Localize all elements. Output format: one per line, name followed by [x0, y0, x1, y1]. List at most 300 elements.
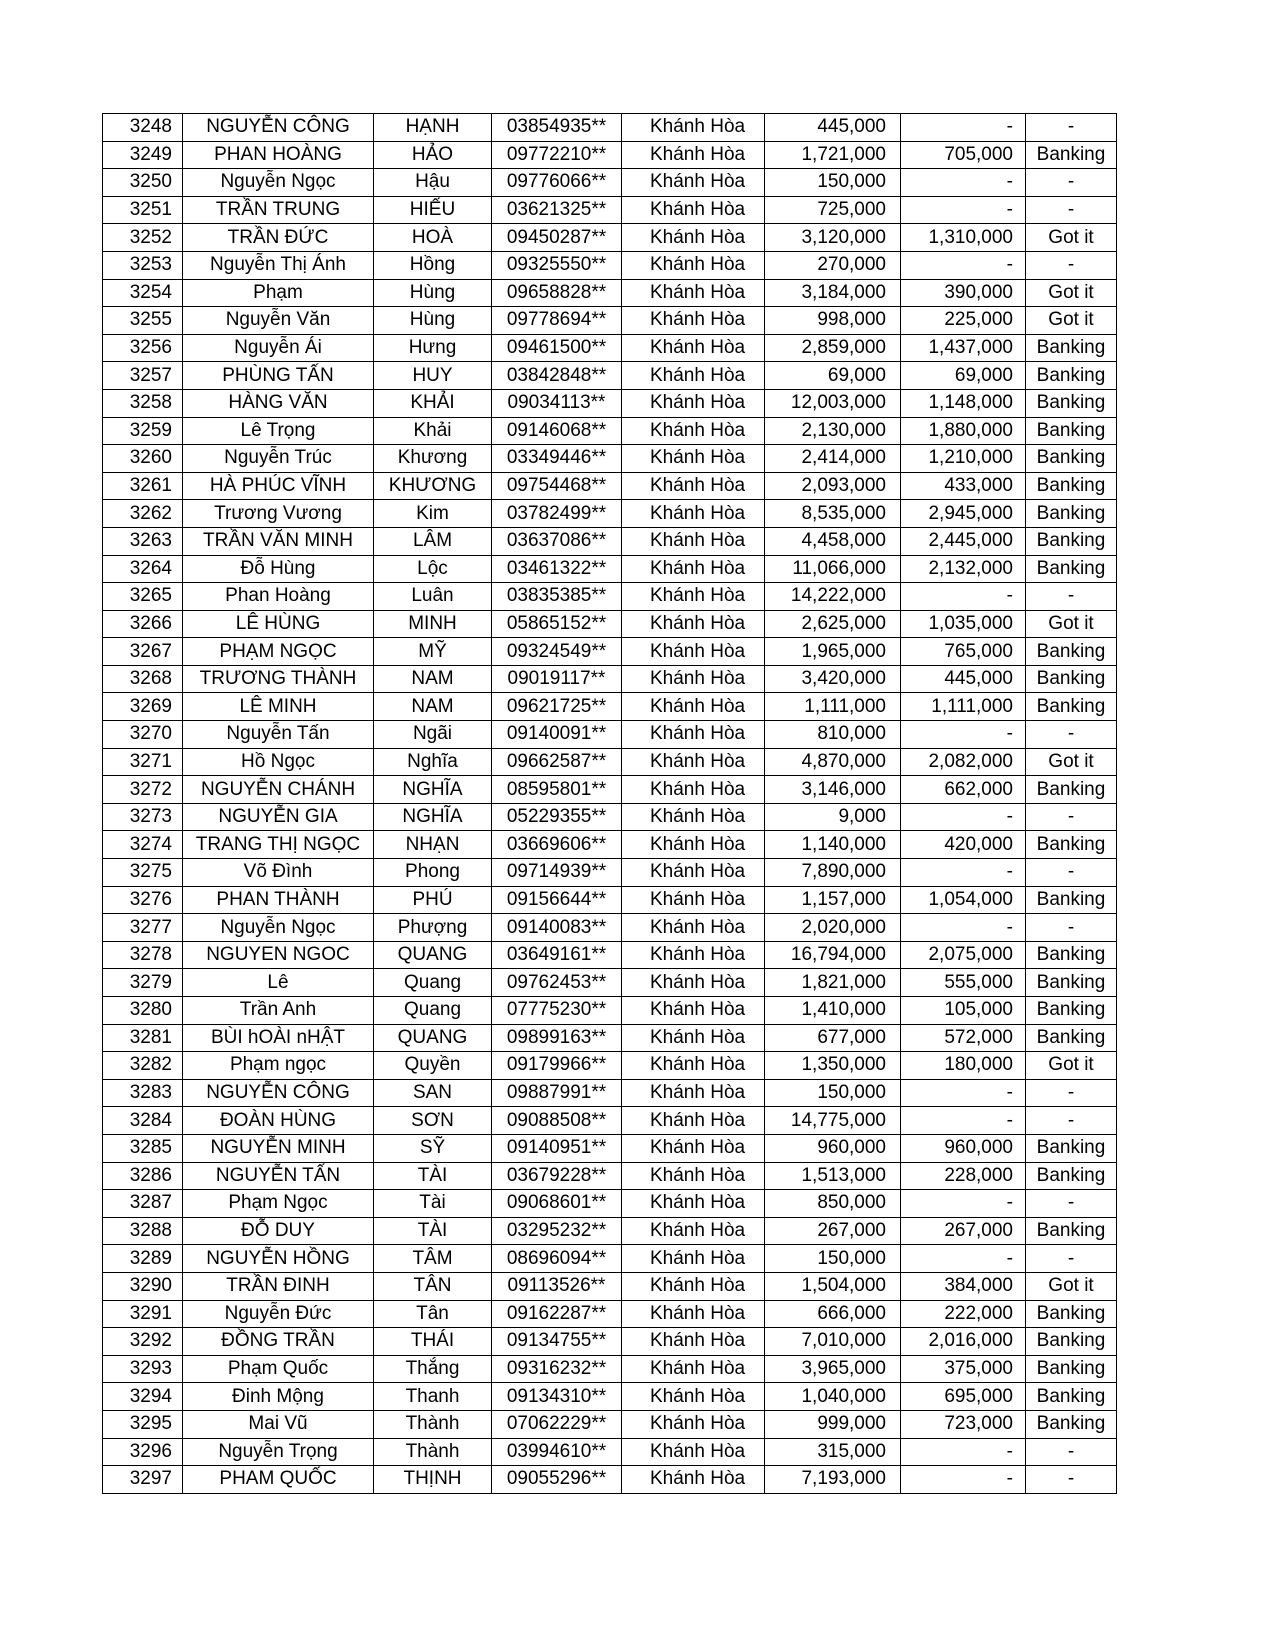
amount-cell: 2,414,000	[765, 445, 901, 473]
province-cell: Khánh Hòa	[622, 555, 765, 583]
surname-cell: Nguyễn Ngọc	[183, 914, 374, 942]
amount-cell: 1,821,000	[765, 969, 901, 997]
amount-cell: 998,000	[765, 307, 901, 335]
phone-cell: 09778694**	[492, 307, 622, 335]
province-cell: Khánh Hòa	[622, 1355, 765, 1383]
province-cell: Khánh Hòa	[622, 334, 765, 362]
row-number-cell: 3290	[103, 1272, 183, 1300]
paid-amount-cell: 433,000	[901, 472, 1026, 500]
phone-cell: 09140083**	[492, 914, 622, 942]
status-cell: -	[1026, 1245, 1117, 1273]
status-cell: Banking	[1026, 1328, 1117, 1356]
phone-cell: 03854935**	[492, 114, 622, 142]
phone-cell: 03994610**	[492, 1438, 622, 1466]
paid-amount-cell: -	[901, 251, 1026, 279]
paid-amount-cell: 695,000	[901, 1383, 1026, 1411]
given-name-cell: Nghĩa	[374, 748, 492, 776]
amount-cell: 1,111,000	[765, 693, 901, 721]
table-row	[103, 776, 1117, 804]
phone-cell: 09162287**	[492, 1300, 622, 1328]
row-number-cell: 3259	[103, 417, 183, 445]
row-number-cell: 3294	[103, 1383, 183, 1411]
table-row	[103, 748, 1117, 776]
phone-cell: 03637086**	[492, 527, 622, 555]
province-cell: Khánh Hòa	[622, 941, 765, 969]
table-row	[103, 1245, 1117, 1273]
amount-cell: 2,093,000	[765, 472, 901, 500]
table-row	[103, 362, 1117, 390]
surname-cell: Phạm Quốc	[183, 1355, 374, 1383]
amount-cell: 150,000	[765, 169, 901, 197]
status-cell: Banking	[1026, 1134, 1117, 1162]
status-cell: Got it	[1026, 748, 1117, 776]
given-name-cell: SƠN	[374, 1107, 492, 1135]
province-cell: Khánh Hòa	[622, 1052, 765, 1080]
table-row	[103, 1272, 1117, 1300]
paid-amount-cell: 2,132,000	[901, 555, 1026, 583]
phone-cell: 03295232**	[492, 1217, 622, 1245]
row-number-cell: 3291	[103, 1300, 183, 1328]
given-name-cell: TÀI	[374, 1217, 492, 1245]
row-number-cell: 3275	[103, 859, 183, 887]
given-name-cell: MỸ	[374, 638, 492, 666]
row-number-cell: 3261	[103, 472, 183, 500]
row-number-cell: 3257	[103, 362, 183, 390]
status-cell: -	[1026, 721, 1117, 749]
paid-amount-cell: 1,210,000	[901, 445, 1026, 473]
status-cell: -	[1026, 114, 1117, 142]
row-number-cell: 3249	[103, 141, 183, 169]
status-cell: Banking	[1026, 1383, 1117, 1411]
row-number-cell: 3264	[103, 555, 183, 583]
status-cell: Banking	[1026, 969, 1117, 997]
table-row	[103, 1052, 1117, 1080]
phone-cell: 09762453**	[492, 969, 622, 997]
surname-cell: NGUYỄN GIA	[183, 803, 374, 831]
surname-cell: PHAM QUỐC	[183, 1466, 374, 1494]
status-cell: Banking	[1026, 886, 1117, 914]
paid-amount-cell: 960,000	[901, 1134, 1026, 1162]
phone-cell: 09887991**	[492, 1079, 622, 1107]
amount-cell: 725,000	[765, 196, 901, 224]
paid-amount-cell: -	[901, 1466, 1026, 1494]
data-table	[102, 113, 1117, 1494]
phone-cell: 03669606**	[492, 831, 622, 859]
status-cell: Banking	[1026, 1024, 1117, 1052]
amount-cell: 999,000	[765, 1410, 901, 1438]
paid-amount-cell: 2,945,000	[901, 500, 1026, 528]
row-number-cell: 3265	[103, 583, 183, 611]
surname-cell: NGUYỄN HỒNG	[183, 1245, 374, 1273]
amount-cell: 1,721,000	[765, 141, 901, 169]
paid-amount-cell: 390,000	[901, 279, 1026, 307]
row-number-cell: 3269	[103, 693, 183, 721]
paid-amount-cell: -	[901, 721, 1026, 749]
table-row	[103, 721, 1117, 749]
given-name-cell: HẠNH	[374, 114, 492, 142]
phone-cell: 08595801**	[492, 776, 622, 804]
surname-cell: TRƯƠNG THÀNH	[183, 665, 374, 693]
table-row	[103, 886, 1117, 914]
province-cell: Khánh Hòa	[622, 1079, 765, 1107]
surname-cell: NGUYỄN CHÁNH	[183, 776, 374, 804]
paid-amount-cell: 2,075,000	[901, 941, 1026, 969]
paid-amount-cell: -	[901, 1190, 1026, 1218]
surname-cell: Trương Vương	[183, 500, 374, 528]
paid-amount-cell: 1,310,000	[901, 224, 1026, 252]
surname-cell: Phạm	[183, 279, 374, 307]
status-cell: Banking	[1026, 472, 1117, 500]
amount-cell: 445,000	[765, 114, 901, 142]
status-cell: Got it	[1026, 610, 1117, 638]
phone-cell: 03349446**	[492, 445, 622, 473]
status-cell: -	[1026, 251, 1117, 279]
province-cell: Khánh Hòa	[622, 279, 765, 307]
status-cell: Banking	[1026, 445, 1117, 473]
status-cell: -	[1026, 1466, 1117, 1494]
paid-amount-cell: 222,000	[901, 1300, 1026, 1328]
paid-amount-cell: 1,035,000	[901, 610, 1026, 638]
paid-amount-cell: 705,000	[901, 141, 1026, 169]
province-cell: Khánh Hòa	[622, 362, 765, 390]
table-row	[103, 1300, 1117, 1328]
surname-cell: NGUYỄN MINH	[183, 1134, 374, 1162]
paid-amount-cell: -	[901, 803, 1026, 831]
table-row	[103, 1107, 1117, 1135]
status-cell: -	[1026, 914, 1117, 942]
surname-cell: LÊ MINH	[183, 693, 374, 721]
province-cell: Khánh Hòa	[622, 1217, 765, 1245]
table-row	[103, 141, 1117, 169]
amount-cell: 1,140,000	[765, 831, 901, 859]
province-cell: Khánh Hòa	[622, 224, 765, 252]
paid-amount-cell: 384,000	[901, 1272, 1026, 1300]
province-cell: Khánh Hòa	[622, 141, 765, 169]
amount-cell: 8,535,000	[765, 500, 901, 528]
province-cell: Khánh Hòa	[622, 583, 765, 611]
amount-cell: 2,130,000	[765, 417, 901, 445]
status-cell: Got it	[1026, 307, 1117, 335]
phone-cell: 09019117**	[492, 665, 622, 693]
table-row	[103, 389, 1117, 417]
row-number-cell: 3254	[103, 279, 183, 307]
phone-cell: 09156644**	[492, 886, 622, 914]
amount-cell: 1,157,000	[765, 886, 901, 914]
phone-cell: 03835385**	[492, 583, 622, 611]
province-cell: Khánh Hòa	[622, 196, 765, 224]
surname-cell: TRẦN VĂN MINH	[183, 527, 374, 555]
status-cell: Banking	[1026, 389, 1117, 417]
status-cell: Banking	[1026, 693, 1117, 721]
given-name-cell: TÀI	[374, 1162, 492, 1190]
phone-cell: 09754468**	[492, 472, 622, 500]
province-cell: Khánh Hòa	[622, 1466, 765, 1494]
surname-cell: Phạm ngọc	[183, 1052, 374, 1080]
paid-amount-cell: 69,000	[901, 362, 1026, 390]
surname-cell: HÀNG VĂN	[183, 389, 374, 417]
given-name-cell: LÂM	[374, 527, 492, 555]
status-cell: Got it	[1026, 224, 1117, 252]
row-number-cell: 3273	[103, 803, 183, 831]
given-name-cell: Phượng	[374, 914, 492, 942]
surname-cell: Nguyễn Văn	[183, 307, 374, 335]
province-cell: Khánh Hòa	[622, 1162, 765, 1190]
surname-cell: TRANG THỊ NGỌC	[183, 831, 374, 859]
given-name-cell: Khải	[374, 417, 492, 445]
status-cell: Banking	[1026, 1300, 1117, 1328]
row-number-cell: 3283	[103, 1079, 183, 1107]
surname-cell: Nguyễn Trúc	[183, 445, 374, 473]
province-cell: Khánh Hòa	[622, 665, 765, 693]
given-name-cell: KHƯƠNG	[374, 472, 492, 500]
amount-cell: 267,000	[765, 1217, 901, 1245]
status-cell: -	[1026, 1438, 1117, 1466]
status-cell: Banking	[1026, 362, 1117, 390]
table-row	[103, 1328, 1117, 1356]
paid-amount-cell: 572,000	[901, 1024, 1026, 1052]
phone-cell: 09899163**	[492, 1024, 622, 1052]
row-number-cell: 3277	[103, 914, 183, 942]
table-row	[103, 941, 1117, 969]
paid-amount-cell: 723,000	[901, 1410, 1026, 1438]
amount-cell: 4,458,000	[765, 527, 901, 555]
row-number-cell: 3284	[103, 1107, 183, 1135]
given-name-cell: NGHĨA	[374, 776, 492, 804]
table-row	[103, 417, 1117, 445]
status-cell: Banking	[1026, 527, 1117, 555]
province-cell: Khánh Hòa	[622, 472, 765, 500]
surname-cell: Mai Vũ	[183, 1410, 374, 1438]
row-number-cell: 3282	[103, 1052, 183, 1080]
paid-amount-cell: -	[901, 583, 1026, 611]
province-cell: Khánh Hòa	[622, 1190, 765, 1218]
row-number-cell: 3252	[103, 224, 183, 252]
table-row	[103, 251, 1117, 279]
province-cell: Khánh Hòa	[622, 859, 765, 887]
paid-amount-cell: 662,000	[901, 776, 1026, 804]
surname-cell: NGUYỄN TẤN	[183, 1162, 374, 1190]
province-cell: Khánh Hòa	[622, 527, 765, 555]
table-row	[103, 1410, 1117, 1438]
given-name-cell: Luân	[374, 583, 492, 611]
table-row	[103, 803, 1117, 831]
amount-cell: 677,000	[765, 1024, 901, 1052]
paid-amount-cell: 375,000	[901, 1355, 1026, 1383]
phone-cell: 09140951**	[492, 1134, 622, 1162]
surname-cell: Nguyễn Thị Ánh	[183, 251, 374, 279]
row-number-cell: 3278	[103, 941, 183, 969]
paid-amount-cell: 225,000	[901, 307, 1026, 335]
row-number-cell: 3263	[103, 527, 183, 555]
row-number-cell: 3268	[103, 665, 183, 693]
province-cell: Khánh Hòa	[622, 693, 765, 721]
table-row	[103, 445, 1117, 473]
province-cell: Khánh Hòa	[622, 1438, 765, 1466]
status-cell: Got it	[1026, 279, 1117, 307]
paid-amount-cell: 267,000	[901, 1217, 1026, 1245]
surname-cell: TRẦN ĐINH	[183, 1272, 374, 1300]
province-cell: Khánh Hòa	[622, 1383, 765, 1411]
table-row	[103, 1162, 1117, 1190]
phone-cell: 05229355**	[492, 803, 622, 831]
given-name-cell: THỊNH	[374, 1466, 492, 1494]
phone-cell: 03461322**	[492, 555, 622, 583]
amount-cell: 666,000	[765, 1300, 901, 1328]
phone-cell: 09776066**	[492, 169, 622, 197]
given-name-cell: Tân	[374, 1300, 492, 1328]
province-cell: Khánh Hòa	[622, 1245, 765, 1273]
table-row	[103, 1079, 1117, 1107]
amount-cell: 2,859,000	[765, 334, 901, 362]
province-cell: Khánh Hòa	[622, 721, 765, 749]
surname-cell: Đinh Mộng	[183, 1383, 374, 1411]
paid-amount-cell: -	[901, 1438, 1026, 1466]
table-row	[103, 583, 1117, 611]
table-row	[103, 224, 1117, 252]
phone-cell: 09140091**	[492, 721, 622, 749]
given-name-cell: TÂN	[374, 1272, 492, 1300]
surname-cell: HÀ PHÚC VĨNH	[183, 472, 374, 500]
phone-cell: 03679228**	[492, 1162, 622, 1190]
province-cell: Khánh Hòa	[622, 114, 765, 142]
given-name-cell: Khương	[374, 445, 492, 473]
row-number-cell: 3293	[103, 1355, 183, 1383]
table-row	[103, 196, 1117, 224]
paid-amount-cell: 555,000	[901, 969, 1026, 997]
paid-amount-cell: 228,000	[901, 1162, 1026, 1190]
province-cell: Khánh Hòa	[622, 1134, 765, 1162]
table-row	[103, 114, 1117, 142]
surname-cell: Nguyễn Ngọc	[183, 169, 374, 197]
status-cell: Banking	[1026, 997, 1117, 1025]
phone-cell: 09134310**	[492, 1383, 622, 1411]
table-row	[103, 307, 1117, 335]
status-cell: -	[1026, 1079, 1117, 1107]
row-number-cell: 3248	[103, 114, 183, 142]
paid-amount-cell: -	[901, 1079, 1026, 1107]
phone-cell: 09113526**	[492, 1272, 622, 1300]
given-name-cell: Quang	[374, 969, 492, 997]
paid-amount-cell: 1,054,000	[901, 886, 1026, 914]
given-name-cell: NHẠN	[374, 831, 492, 859]
status-cell: Banking	[1026, 1410, 1117, 1438]
amount-cell: 1,350,000	[765, 1052, 901, 1080]
table-row	[103, 610, 1117, 638]
amount-cell: 9,000	[765, 803, 901, 831]
amount-cell: 3,965,000	[765, 1355, 901, 1383]
given-name-cell: TÂM	[374, 1245, 492, 1273]
row-number-cell: 3279	[103, 969, 183, 997]
row-number-cell: 3292	[103, 1328, 183, 1356]
amount-cell: 270,000	[765, 251, 901, 279]
paid-amount-cell: 105,000	[901, 997, 1026, 1025]
province-cell: Khánh Hòa	[622, 748, 765, 776]
given-name-cell: Phong	[374, 859, 492, 887]
given-name-cell: Hùng	[374, 279, 492, 307]
table-row	[103, 500, 1117, 528]
given-name-cell: QUANG	[374, 1024, 492, 1052]
row-number-cell: 3281	[103, 1024, 183, 1052]
status-cell: Banking	[1026, 941, 1117, 969]
province-cell: Khánh Hòa	[622, 307, 765, 335]
status-cell: Got it	[1026, 1052, 1117, 1080]
row-number-cell: 3260	[103, 445, 183, 473]
surname-cell: Đỗ Hùng	[183, 555, 374, 583]
given-name-cell: MINH	[374, 610, 492, 638]
status-cell: Banking	[1026, 665, 1117, 693]
phone-cell: 03649161**	[492, 941, 622, 969]
paid-amount-cell: -	[901, 114, 1026, 142]
table-row	[103, 1355, 1117, 1383]
amount-cell: 1,965,000	[765, 638, 901, 666]
phone-cell: 03621325**	[492, 196, 622, 224]
table-row	[103, 969, 1117, 997]
amount-cell: 1,040,000	[765, 1383, 901, 1411]
status-cell: Banking	[1026, 334, 1117, 362]
phone-cell: 09324549**	[492, 638, 622, 666]
table-row	[103, 1190, 1117, 1218]
status-cell: -	[1026, 583, 1117, 611]
row-number-cell: 3270	[103, 721, 183, 749]
phone-cell: 09621725**	[492, 693, 622, 721]
row-number-cell: 3250	[103, 169, 183, 197]
status-cell: Got it	[1026, 1272, 1117, 1300]
row-number-cell: 3255	[103, 307, 183, 335]
table-row	[103, 555, 1117, 583]
table-row	[103, 1466, 1117, 1494]
amount-cell: 810,000	[765, 721, 901, 749]
row-number-cell: 3267	[103, 638, 183, 666]
province-cell: Khánh Hòa	[622, 969, 765, 997]
phone-cell: 09325550**	[492, 251, 622, 279]
amount-cell: 7,010,000	[765, 1328, 901, 1356]
province-cell: Khánh Hòa	[622, 1300, 765, 1328]
paid-amount-cell: 765,000	[901, 638, 1026, 666]
paid-amount-cell: -	[901, 1245, 1026, 1273]
amount-cell: 3,146,000	[765, 776, 901, 804]
given-name-cell: SAN	[374, 1079, 492, 1107]
phone-cell: 09662587**	[492, 748, 622, 776]
given-name-cell: HẢO	[374, 141, 492, 169]
surname-cell: PHAN HOÀNG	[183, 141, 374, 169]
table-row	[103, 693, 1117, 721]
row-number-cell: 3288	[103, 1217, 183, 1245]
province-cell: Khánh Hòa	[622, 997, 765, 1025]
surname-cell: Lê	[183, 969, 374, 997]
surname-cell: NGUYỄN CÔNG	[183, 1079, 374, 1107]
amount-cell: 2,020,000	[765, 914, 901, 942]
status-cell: -	[1026, 1190, 1117, 1218]
phone-cell: 07775230**	[492, 997, 622, 1025]
row-number-cell: 3295	[103, 1410, 183, 1438]
amount-cell: 3,120,000	[765, 224, 901, 252]
phone-cell: 09179966**	[492, 1052, 622, 1080]
given-name-cell: Lộc	[374, 555, 492, 583]
status-cell: Banking	[1026, 417, 1117, 445]
surname-cell: Lê Trọng	[183, 417, 374, 445]
given-name-cell: NAM	[374, 693, 492, 721]
phone-cell: 03842848**	[492, 362, 622, 390]
row-number-cell: 3285	[103, 1134, 183, 1162]
table-row	[103, 334, 1117, 362]
amount-cell: 7,890,000	[765, 859, 901, 887]
province-cell: Khánh Hòa	[622, 886, 765, 914]
table-row	[103, 914, 1117, 942]
table-row	[103, 1217, 1117, 1245]
row-number-cell: 3289	[103, 1245, 183, 1273]
table-row	[103, 638, 1117, 666]
paid-amount-cell: -	[901, 1107, 1026, 1135]
